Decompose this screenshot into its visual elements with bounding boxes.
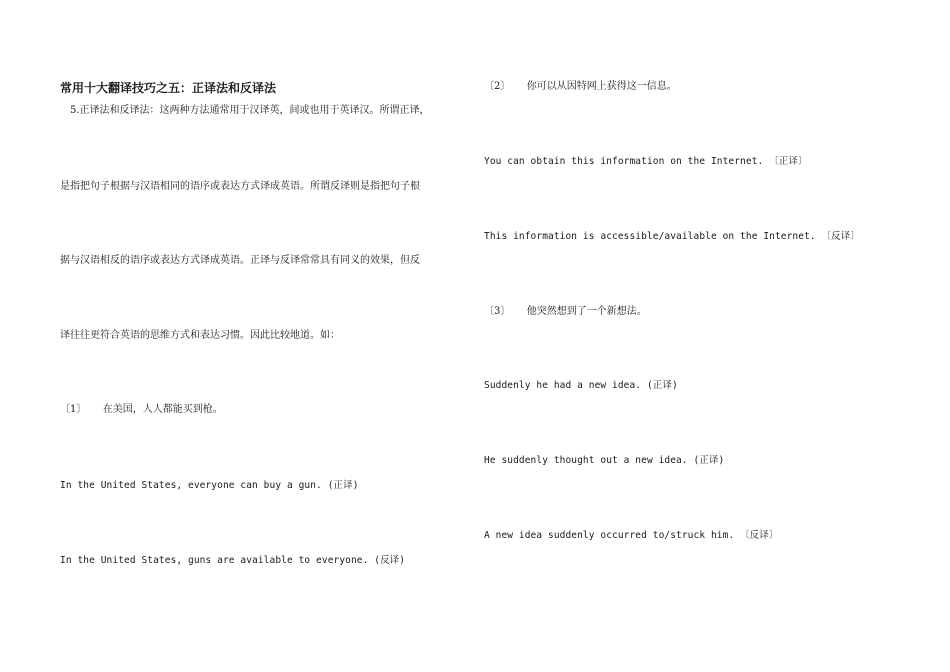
example-2-translation-1: You can obtain this information on the Internet. 〔正译〕	[484, 156, 808, 167]
example-3-source	[484, 305, 647, 319]
example-1-source	[60, 403, 223, 417]
example-1-number: 〔1〕	[60, 404, 87, 415]
example-2-translation-2: This information is accessible/available on the Internet. 〔反译〕	[484, 231, 860, 242]
example-1-translation-1: In the United States, everyone can buy a gun. (正译)	[60, 480, 359, 491]
example-3-translation-2: He suddenly thought out a new idea. (正译)	[484, 455, 725, 466]
example-3-translation-3: A new idea suddenly occurred to/struck him. 〔反译〕	[484, 530, 779, 541]
example-1-chinese: 在美国，人人都能买到枪。	[102, 404, 223, 415]
intro-line-4: 译往往更符合英语的思维方式和表达习惯。因此比较地道。如：	[60, 330, 340, 341]
example-1-translation-2: In the United States, guns are available to everyone. (反译)	[60, 555, 406, 566]
example-2-number: 〔2〕	[484, 81, 511, 92]
example-3-chinese: 他突然想到了一个新想法。	[526, 306, 647, 317]
intro-line-2: 是指把句子根据与汉语相同的语序或表达方式译成英语。所谓反译则是指把句子根	[60, 181, 420, 192]
example-2-source	[484, 80, 677, 94]
intro-line-3: 据与汉语相反的语序或表达方式译成英语。正译与反译常常具有同义的效果，但反	[60, 255, 420, 266]
section-title: 常用十大翻译技巧之五：正译法和反译法	[60, 81, 277, 95]
example-3-number: 〔3〕	[484, 306, 511, 317]
example-3-translation-1: Suddenly he had a new idea. (正译)	[484, 380, 678, 391]
example-2-chinese: 你可以从因特网上获得这一信息。	[526, 81, 677, 92]
intro-line-1: 5.正译法和反译法：这两种方法通常用于汉译英，间或也用于英译汉。所谓正译，	[70, 105, 430, 116]
